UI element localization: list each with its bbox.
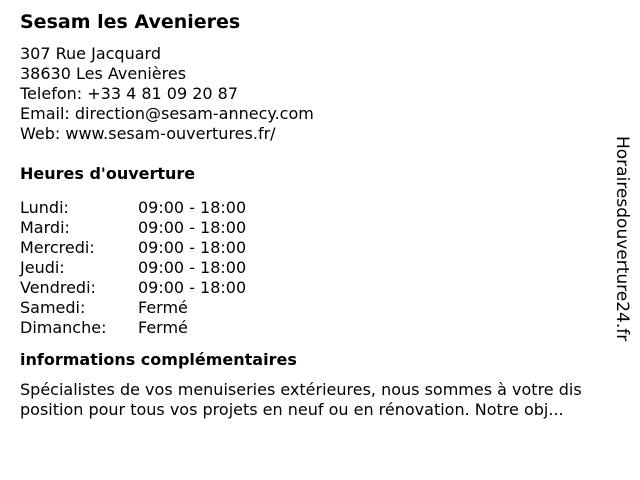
hours-row-sunday — [20, 318, 620, 338]
day-hours: 09:00 - 18:00 — [138, 278, 247, 297]
info-line: Spécialistes de vos menuiseries extérieures, nous sommes à votre dis — [20, 380, 582, 399]
email-address: Email: direction@sesam-annecy.com — [20, 104, 314, 123]
additional-info-text — [20, 380, 640, 420]
hours-row-saturday — [20, 298, 620, 318]
day-hours: Fermé — [138, 298, 188, 317]
opening-hours-heading: Heures d'ouverture — [20, 164, 196, 183]
business-card — [20, 8, 620, 420]
additional-info-heading: informations complémentaires — [20, 350, 297, 369]
day-hours: Fermé — [138, 318, 188, 337]
day-label: Lundi: — [20, 198, 69, 217]
day-hours: 09:00 - 18:00 — [138, 258, 247, 277]
website: Web: www.sesam-ouvertures.fr/ — [20, 124, 276, 143]
hours-row-tuesday — [20, 218, 620, 238]
contact-block — [20, 44, 620, 144]
business-name: Sesam les Avenieres — [20, 11, 241, 33]
street-address: 307 Rue Jacquard — [20, 44, 161, 63]
day-hours: 09:00 - 18:00 — [138, 218, 247, 237]
day-hours: 09:00 - 18:00 — [138, 238, 247, 257]
phone-number: Telefon: +33 4 81 09 20 87 — [20, 84, 239, 103]
day-hours: 09:00 - 18:00 — [138, 198, 247, 217]
hours-row-thursday — [20, 258, 620, 278]
hours-row-wednesday — [20, 238, 620, 258]
day-label: Dimanche: — [20, 318, 107, 337]
hours-row-monday — [20, 198, 620, 218]
day-label: Mardi: — [20, 218, 70, 237]
day-label: Mercredi: — [20, 238, 95, 257]
hours-row-friday — [20, 278, 620, 298]
day-label: Vendredi: — [20, 278, 96, 297]
info-line: position pour tous vos projets en neuf ou en rénovation. Notre obj... — [20, 400, 564, 419]
watermark-label: Horairesdouverture24.fr — [612, 136, 632, 342]
opening-hours-table — [20, 198, 620, 338]
city-address: 38630 Les Avenières — [20, 64, 187, 83]
day-label: Jeudi: — [20, 258, 65, 277]
day-label: Samedi: — [20, 298, 86, 317]
